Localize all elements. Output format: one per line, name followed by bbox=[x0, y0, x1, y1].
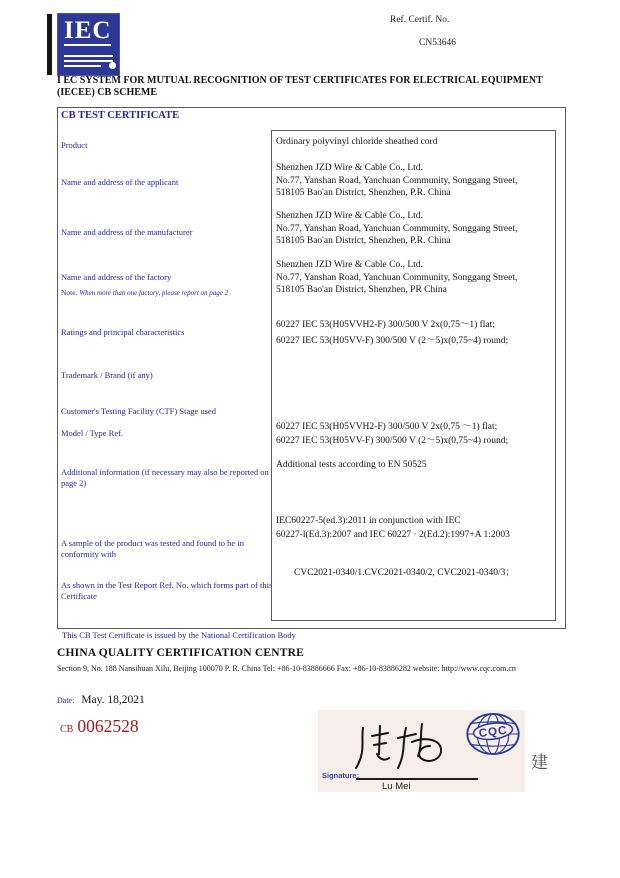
ref-certif-number: CN53646 bbox=[419, 38, 456, 48]
ncb-name: CHINA QUALITY CERTIFICATION CENTRE bbox=[57, 647, 304, 659]
factory-note bbox=[61, 288, 291, 297]
field-label-conformity: A sample of the product was tested and found to be in conformity with bbox=[61, 538, 244, 559]
field-label-model: Model / Type Ref. bbox=[61, 428, 124, 438]
issued-by-statement: This CB Test Certificate is issued by the National Certification Body bbox=[62, 630, 296, 640]
iec-logo-dot bbox=[109, 62, 116, 69]
iec-logo-lines bbox=[64, 52, 113, 67]
value-manufacturer: Shenzhen JZD Wire & Cable Co., Ltd. No.77, Yanshan Road, Yanchuan Community, Songgang Street, 518105 Bao'an District, Shenzhen, P.R. China bbox=[276, 211, 518, 246]
value-factory: Shenzhen JZD Wire & Cable Co., Ltd. No.77, Yanshan Road, Yanchuan Community, Songgang Street, 518105 Bao'an District, Shenzhen, PR China bbox=[276, 260, 518, 295]
date-row bbox=[57, 690, 145, 708]
factory-note-prefix: Note. bbox=[61, 288, 78, 297]
cb-number: 0062528 bbox=[77, 716, 139, 736]
value-product: Ordinary polyvinyl chloride sheathed cord bbox=[276, 137, 438, 147]
value-applicant: Shenzhen JZD Wire & Cable Co., Ltd. No.77, Yanshan Road, Yanchuan Community, Songgang Street, 518105 Bao'an District, Shenzhen, P.R. China bbox=[276, 163, 518, 198]
cb-prefix: CB bbox=[60, 724, 74, 735]
field-label-product: Product bbox=[61, 140, 88, 150]
field-label-ctf: Customer's Testing Facility (CTF) Stage used bbox=[61, 406, 216, 416]
iec-logo bbox=[47, 13, 122, 77]
iec-logo-icon bbox=[57, 13, 120, 76]
field-label-ratings: Ratings and principal characteristics bbox=[61, 327, 185, 337]
certificate-title: CB TEST CERTIFICATE bbox=[61, 110, 180, 121]
field-label-additional: Additional information (if necessary may also be reported on page 2) bbox=[61, 467, 269, 488]
field-label-applicant: Name and address of the applicant bbox=[61, 177, 179, 187]
cqc-logo-text: CQC bbox=[478, 723, 509, 741]
field-label-factory: Name and address of the factory bbox=[61, 272, 172, 282]
ncb-address: Section 9, No. 188 Nansihuan Xilu, Beijing 100070 P. R. China Tel: +86-10-83886666 Fax: +86-10-83886282 website: http://www.cqc.com.cn bbox=[57, 664, 516, 673]
scheme-heading-line1: I EC SYSTEM FOR MUTUAL RECOGNITION OF TEST CERTIFICATES FOR ELECTRICAL EQUIPMENT bbox=[57, 75, 543, 86]
signature-scan-area bbox=[318, 710, 525, 792]
certificate-table bbox=[57, 107, 566, 629]
ref-certif-label: Ref. Certif. No. bbox=[390, 15, 450, 25]
stamp-character: 建 bbox=[531, 753, 548, 772]
signatory-name: Lu Mei bbox=[382, 781, 411, 792]
certificate-values-box bbox=[271, 130, 556, 621]
field-label-test-report: As shown in the Test Report Ref. No. which forms part of this Certificate bbox=[61, 580, 273, 601]
iec-logo-spine bbox=[47, 14, 52, 75]
handwritten-signature bbox=[348, 714, 458, 776]
field-label-manufacturer: Name and address of the manufacturer bbox=[61, 227, 193, 237]
value-ratings: 60227 IEC 53(H05VVH2-F) 300/500 V 2x(0,75〜1) flat; 60227 IEC 53(H05VV-F) 300/500 V (2〜5)x(0,75~4) round; bbox=[276, 320, 509, 346]
cb-number-row bbox=[60, 716, 139, 737]
field-label-trademark: Trademark / Brand (if any) bbox=[61, 370, 153, 380]
signature-line bbox=[356, 778, 478, 780]
iec-logo-text: IEC bbox=[64, 17, 112, 44]
factory-note-text: When more than one factory, please report on page 2 bbox=[79, 289, 229, 297]
scheme-heading bbox=[57, 75, 602, 99]
signature-label: Signature: bbox=[322, 771, 360, 780]
value-conformity: IEC60227-5(ed.3):2011 in conjunction with IEC 60227-l(Ed.3):2007 and IEC 60227 · 2(Ed.2):1997+A 1:2003 bbox=[276, 516, 510, 540]
scheme-heading-line2: (IECEE) CB SCHEME bbox=[57, 87, 158, 98]
value-additional: Additional tests according to EN 50525 bbox=[276, 460, 427, 470]
value-model: 60227 IEC 53(H05VVH2-F) 300/500 V 2x(0,75 〜1) flat; 60227 IEC 53(H05VV-F) 300/500 V (2〜5)x(0,75~4) round; bbox=[276, 422, 509, 446]
date-value: May. 18,2021 bbox=[81, 694, 145, 706]
value-test-report: CVC2021-0340/1.CVC2021-0340/2, CVC2021-0340/3； bbox=[294, 568, 515, 578]
cqc-logo bbox=[465, 711, 521, 757]
date-label: Date: bbox=[57, 696, 75, 705]
